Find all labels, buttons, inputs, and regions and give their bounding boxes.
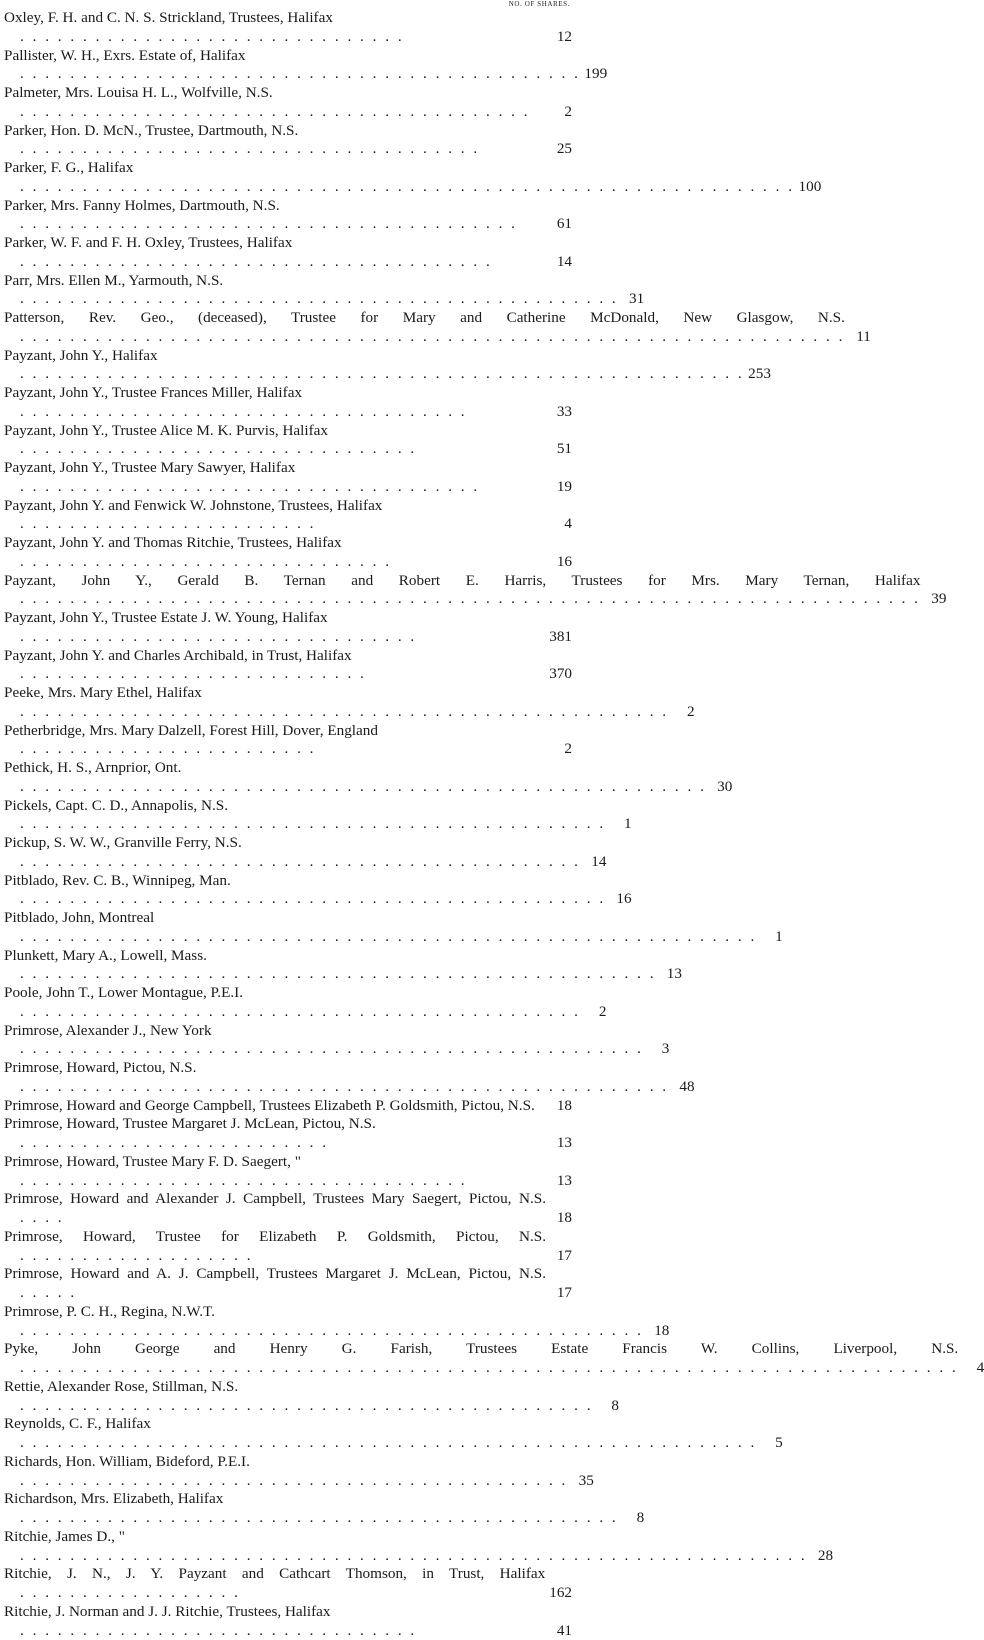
shareholder-name: [4, 122, 546, 160]
share-count: 1: [606, 815, 632, 834]
shareholder-name-text: Parker, F. G., Halifax: [4, 159, 133, 176]
share-count: 8: [593, 1397, 619, 1416]
dot-leader: . . . . . . . . . . . . . . . . . . . . . . . . . . . . . . . . . . . . . .: [20, 253, 492, 270]
shareholder-entry: [4, 1265, 572, 1303]
shareholder-entry: [4, 722, 572, 760]
dot-leader: . . . . . . . . . . . . . . . . . . . . . . . . . . . . . . . . . . . . . . . . .: [20, 103, 530, 120]
share-count: 100: [795, 178, 822, 197]
shareholder-name-text: Payzant, John Y., Halifax: [4, 347, 158, 364]
share-count: 30: [706, 778, 732, 797]
shareholder-name: [4, 1059, 669, 1097]
shareholder-name-text: Ritchie, J. N., J. Y. Payzant and Cathcart Thomson, in Trust, Halifax: [4, 1565, 545, 1582]
share-count: 370: [545, 665, 572, 684]
dot-leader: . . . . . . . . . . . . . . . . . . . . . . . . . . . . . . . . . . . . . . . . . . . . . . . . . . . . . . .: [20, 778, 706, 795]
dot-leader: . . . . . . . . . . . . . . . . . . . . . . . . . . . . . . . . . . . . . . . . . . . . .: [20, 853, 580, 870]
shareholder-name-text: Primrose, Howard and A. J. Campbell, Trustees Margaret J. McLean, Pictou, N.S.: [4, 1265, 546, 1282]
dot-leader: . . . . . . . . . . . . . . . . . . . . . . . . . . . . . . . . . . . . . . . . . . . . . . . . . .: [20, 1040, 643, 1057]
shareholder-entry: [4, 647, 572, 685]
shareholder-entry: [4, 422, 572, 460]
shareholder-name-text: Plunkett, Mary A., Lowell, Mass.: [4, 947, 207, 964]
shareholder-name: [4, 1303, 643, 1341]
shareholder-entry: [4, 1340, 572, 1378]
share-count: 14: [580, 853, 606, 872]
dot-leader: . . . . . . . . . . . . . . . . . . . . . . . . . . . . . . . . . . . . . . . . . . . . . . . . . . . .: [20, 1078, 669, 1095]
dot-leader: . . . . . . . . . . . . . . . . . . . . . . . . . . . . . . . . . . . . . . . . . . . . . . . . . . . . . . . . . . . . . . . . . . . . . . . .: [20, 590, 920, 607]
shareholder-entry: [4, 759, 572, 797]
dot-leader: . . . . . . . . . . . . . . . . . . . . . . . . . . . . . . . . . . . . . . . . . . . . .: [20, 65, 580, 82]
shareholder-name-text: Pethick, H. S., Arnprior, Ont.: [4, 759, 181, 776]
dot-leader: . . . . . . . . . . . . . . . . . . . . . . . . . . . . . . . . . . . . . . . . . . . . . . . .: [20, 1509, 618, 1526]
shareholder-entry: [4, 797, 572, 835]
share-count: 199: [580, 65, 607, 84]
shareholder-entry: [4, 947, 572, 985]
shareholder-entry: [4, 572, 572, 610]
share-count: 16: [546, 553, 572, 572]
shareholder-name: [4, 722, 546, 760]
share-count: 41: [546, 1622, 572, 1640]
share-count: 14: [546, 253, 572, 272]
shareholder-name: [4, 234, 546, 272]
share-count: 162: [545, 1584, 572, 1603]
shareholder-name-text: Parker, W. F. and F. H. Oxley, Trustees, Halifax: [4, 234, 292, 251]
shareholder-entry: [4, 1303, 572, 1341]
share-count: 16: [606, 890, 632, 909]
share-count: 31: [618, 290, 644, 309]
share-count: 18: [546, 1209, 572, 1228]
shareholder-entry: [4, 834, 572, 872]
shareholder-name: [4, 572, 920, 610]
shareholder-name: [4, 872, 606, 910]
shareholder-name-text: Parker, Mrs. Fanny Holmes, Dartmouth, N.S.: [4, 197, 280, 214]
shareholder-name: [4, 1022, 643, 1060]
shareholder-name: [4, 84, 546, 122]
shareholder-name-text: Primrose, Howard, Pictou, N.S.: [4, 1059, 196, 1076]
shareholder-name-text: Pitblado, John, Montreal: [4, 909, 154, 926]
shareholder-name: [4, 459, 546, 497]
dot-leader: . . . . . . . . . . . . . . . . . . . . . . . . . . . . . . . . . . . . . . . .: [20, 215, 517, 232]
dot-leader: . . . . . . . . . . . . . . . . . . . . . . . . . . . . . . . . . . . . . . . . . . . . . .: [20, 1397, 593, 1414]
dot-leader: . . . . . . . . . . . . . . . . . . . . . . . . . . . . . . .: [20, 28, 404, 45]
dot-leader: . . . . . . . . . . . . . . . . . . . . . . . . . . . . . . . . . . . . . . . . . . . . . . .: [20, 890, 606, 907]
shareholder-name-text: Primrose, Howard, Trustee Mary F. D. Saegert, ": [4, 1153, 301, 1170]
share-count: 48: [669, 1078, 695, 1097]
shareholder-name-text: Payzant, John Y., Gerald B. Ternan and Robert E. Harris, Trustees for Mrs. Mary Ternan, Halifax: [4, 572, 920, 589]
shareholder-name: [4, 1565, 545, 1603]
shareholder-name: [4, 9, 546, 47]
shareholder-entry: [4, 347, 572, 385]
shareholder-entry: [4, 47, 572, 85]
shareholder-name-text: Payzant, John Y. and Fenwick W. Johnstone, Trustees, Halifax: [4, 497, 382, 514]
shareholder-name-text: Primrose, Howard, Trustee for Elizabeth P. Goldsmith, Pictou, N.S.: [4, 1228, 546, 1245]
share-count: 28: [807, 1547, 833, 1566]
share-count: 8: [618, 1509, 644, 1528]
share-count: 13: [656, 965, 682, 984]
shareholder-name-text: Reynolds, C. F., Halifax: [4, 1415, 151, 1432]
shareholder-name-text: Richards, Hon. William, Bideford, P.E.I.: [4, 1453, 250, 1470]
shareholder-entry: [4, 1565, 572, 1603]
share-count: 39: [920, 590, 946, 609]
share-count: 2: [546, 740, 572, 759]
shareholder-name: [4, 197, 546, 235]
dot-leader: . . . . . . . . . . . . . . . . . . . . . . . . . . . . . . . . . . . . .: [20, 140, 480, 157]
shareholder-name-text: Poole, John T., Lower Montague, P.E.I.: [4, 984, 243, 1001]
shareholder-name: [4, 647, 545, 685]
shareholder-name: [4, 159, 795, 197]
shareholder-entry: [4, 1153, 572, 1191]
dot-leader: . . . . . . . . . . . . . . . . . . . . . . . . . . . . . . . . . . . . . . . . . . . . . . . . . . . . . . . . . . .: [20, 1434, 757, 1451]
dot-leader: . . . . . . . . . . . . . . . . . . . . . . . . . . . . . . . . . . . . . . . . . . . . . . . .: [20, 290, 618, 307]
shareholder-entry: [4, 1059, 572, 1097]
share-count: 2: [546, 103, 572, 122]
dot-leader: . . . . . . . . . . . . . . . . . . . . . . . .: [20, 515, 316, 532]
shareholder-name: [4, 909, 757, 947]
share-count: 11: [845, 328, 871, 347]
dot-leader: . . . . . . . . . . . . . . . . . . . . . . . . . . . . . . . . . . . .: [20, 403, 467, 420]
shareholder-name-text: Pickels, Capt. C. D., Annapolis, N.S.: [4, 797, 228, 814]
shareholder-name-text: Patterson, Rev. Geo., (deceased), Trustee for Mary and Catherine McDonald, New Glasgow, N.S.: [4, 309, 845, 326]
shareholder-entry: [4, 684, 572, 722]
shareholder-name-text: Payzant, John Y., Trustee Alice M. K. Purvis, Halifax: [4, 422, 328, 439]
shareholder-name-text: Parr, Mrs. Ellen M., Yarmouth, N.S.: [4, 272, 223, 289]
dot-leader: . . . . .: [20, 1284, 77, 1301]
shareholder-name: [4, 759, 706, 797]
shareholder-entry: [4, 9, 572, 47]
share-count: 13: [546, 1134, 572, 1153]
share-count: 381: [545, 628, 572, 647]
shareholder-entry: [4, 609, 572, 647]
share-count: 19: [546, 478, 572, 497]
shareholder-list: [4, 9, 572, 1640]
share-count: 25: [546, 140, 572, 159]
shareholder-name: [4, 834, 580, 872]
share-count: 3: [643, 1040, 669, 1059]
shareholder-name: [4, 1153, 546, 1191]
share-count: 5: [757, 1434, 783, 1453]
shareholder-name: [4, 1528, 807, 1566]
share-count: 253: [744, 365, 771, 384]
shareholder-name: [4, 1228, 546, 1266]
shareholder-entry: [4, 234, 572, 272]
shareholder-name-text: Primrose, Alexander J., New York: [4, 1022, 212, 1039]
shareholder-entry: [4, 872, 572, 910]
dot-leader: . . . . . . . . . . . . . . . . . . . . . . . . . . . . . . . . . . . . . . . . . . . . . . . . . . . . . . . . . . . . . . . . . . . . . . . . . . .: [20, 1359, 958, 1376]
shareholder-name-text: Primrose, Howard and George Campbell, Trustees Elizabeth P. Goldsmith, Pictou, N.S.: [4, 1097, 535, 1114]
dot-leader: . . . . . . . . . . . . . . . . . . . . . . . . . . . . . . . . . . . . . . . . . . . . . . . . . . . . . . . . . . . . . . .: [20, 1547, 807, 1564]
shareholder-name: [4, 534, 546, 572]
dot-leader: . . . . . . . . . . . . . . . . . . . . . . . . . . . . . . . . . . . . .: [20, 478, 480, 495]
share-count: 35: [568, 1472, 594, 1491]
dot-leader: . . . . . . . . . . . . . . . . . . . . . . . . . . . . . .: [20, 553, 392, 570]
shareholder-name-text: Peeke, Mrs. Mary Ethel, Halifax: [4, 684, 202, 701]
shareholder-name: [4, 497, 546, 535]
dot-leader: . . . . . . . . . . . . . . . . . . . . . . . . . . . . . . . . . . . . . . . . . . . . . . . . . . . . . . . . . . . . . .: [20, 178, 795, 195]
shareholder-name-text: Payzant, John Y., Trustee Frances Miller, Halifax: [4, 384, 302, 401]
shareholder-name-text: Pickup, S. W. W., Granville Ferry, N.S.: [4, 834, 242, 851]
share-count: 18: [546, 1097, 572, 1116]
share-count: 1: [757, 928, 783, 947]
shareholder-entry: [4, 1378, 572, 1416]
shareholder-name-text: Payzant, John Y. and Thomas Ritchie, Trustees, Halifax: [4, 534, 342, 551]
shareholder-name-text: Pallister, W. H., Exrs. Estate of, Halifax: [4, 47, 246, 64]
share-count: 2: [580, 1003, 606, 1022]
dot-leader: . . . . . . . . . . . . . . . . . . . . . . . . . . . . . . . . . . . . . . . . . . . . .: [20, 1003, 580, 1020]
shareholder-entry: [4, 497, 572, 535]
shareholder-name-text: Primrose, Howard, Trustee Margaret J. McLean, Pictou, N.S.: [4, 1115, 376, 1132]
shareholder-name-text: Palmeter, Mrs. Louisa H. L., Wolfville, N.S.: [4, 84, 273, 101]
shareholder-name: [4, 609, 545, 647]
shareholder-name: [4, 384, 546, 422]
shareholder-name-text: Ritchie, James D., ": [4, 1528, 125, 1545]
shareholder-name-text: Payzant, John Y. and Charles Archibald, in Trust, Halifax: [4, 647, 352, 664]
dot-leader: . . . . . . . . . . . . . . . . . . . . . . . . . . . . . . . . . . . . . . . . . . . . . . . . . . . . . . . . . .: [20, 365, 744, 382]
share-count: 61: [546, 215, 572, 234]
shareholder-name-text: Ritchie, J. Norman and J. J. Ritchie, Trustees, Halifax: [4, 1603, 331, 1620]
shareholder-name: [4, 684, 669, 722]
shareholder-name: [4, 1265, 546, 1303]
shareholder-entry: [4, 272, 572, 310]
shareholder-entry: [4, 984, 572, 1022]
shareholder-entry: [4, 459, 572, 497]
share-count: 51: [546, 440, 572, 459]
dot-leader: . . . . . . . . . . . . . . . . . . . . . . . . .: [20, 1134, 329, 1151]
dot-leader: . . . . . . . . . . . . . . . . . . . . . . . . . . . . . . . .: [20, 628, 417, 645]
shareholder-name: [4, 1190, 546, 1228]
dot-leader: . . . . . . . . . . . . . . . . . . . . . . . . . . . . . . . . . . . .: [20, 1172, 467, 1189]
dot-leader: . . . . . . . . . . . . . . . . . .: [20, 1584, 240, 1601]
shareholder-entry: [4, 1228, 572, 1266]
shareholder-entry: [4, 1490, 572, 1528]
shareholder-name: [4, 1415, 757, 1453]
dot-leader: . . . . . . . . . . . . . . . . . . .: [20, 1247, 253, 1264]
shareholder-name: [4, 1378, 593, 1416]
shareholder-entry: [4, 1097, 572, 1116]
shareholder-entry: [4, 384, 572, 422]
share-count: 33: [546, 403, 572, 422]
shareholder-name: [4, 47, 580, 85]
share-count: 17: [546, 1247, 572, 1266]
shareholder-name-text: Payzant, John Y., Trustee Mary Sawyer, Halifax: [4, 459, 295, 476]
dot-leader: . . . . . . . . . . . . . . . . . . . . . . . . . . . .: [20, 665, 366, 682]
shareholder-name: [4, 272, 618, 310]
shareholder-name-text: Pyke, John George and Henry G. Farish, Trustees Estate Francis W. Collins, Liverpool, N.S.: [4, 1340, 958, 1357]
shareholder-name: [4, 1340, 958, 1378]
dot-leader: . . . . . . . . . . . . . . . . . . . . . . . . . . . . . . . . . . . . . . . . . . . . . . . . . . . . . . . . . . .: [20, 928, 757, 945]
dot-leader: . . . . . . . . . . . . . . . . . . . . . . . . . . . . . . . . . . . . . . . . . . . . . . .: [20, 815, 606, 832]
shareholder-name: [4, 309, 845, 347]
dot-leader: . . . . . . . . . . . . . . . . . . . . . . . . . . . . . . . . . . . . . . . . . . . . . . . . . . .: [20, 965, 656, 982]
shareholder-entry: [4, 534, 572, 572]
share-count: 18: [643, 1322, 669, 1341]
shareholder-name: [4, 1603, 546, 1640]
shareholder-name-text: Oxley, F. H. and C. N. S. Strickland, Trustees, Halifax: [4, 9, 333, 26]
shareholder-list-page: [0, 0, 580, 969]
share-count: 13: [546, 1172, 572, 1191]
shareholder-name-text: Petherbridge, Mrs. Mary Dalzell, Forest Hill, Dover, England: [4, 722, 378, 739]
shareholder-name-text: Primrose, Howard and Alexander J. Campbell, Trustees Mary Saegert, Pictou, N.S.: [4, 1190, 546, 1207]
shareholder-name-text: Primrose, P. C. H., Regina, N.W.T.: [4, 1303, 215, 1320]
share-count: 12: [546, 28, 572, 47]
shareholder-name-text: Pitblado, Rev. C. B., Winnipeg, Man.: [4, 872, 231, 889]
shares-column-header: NO. OF SHARES.: [4, 0, 572, 9]
shareholder-name: [4, 1097, 546, 1116]
dot-leader: . . . . . . . . . . . . . . . . . . . . . . . . . . . . . . . .: [20, 440, 417, 457]
shareholder-entry: [4, 1190, 572, 1228]
shareholder-entry: [4, 309, 572, 347]
share-count: 2: [669, 703, 695, 722]
shareholder-entry: [4, 159, 572, 197]
dot-leader: . . . . . . . . . . . . . . . . . . . . . . . . . . . . . . . . . . . . . . . . . . . .: [20, 1472, 568, 1489]
shareholder-name: [4, 984, 580, 1022]
dot-leader: . . . . . . . . . . . . . . . . . . . . . . . . . . . . . . . . . . . . . . . . . . . . . . . . . . . .: [20, 703, 669, 720]
shareholder-name: [4, 797, 606, 835]
shareholder-name-text: Richardson, Mrs. Elizabeth, Halifax: [4, 1490, 223, 1507]
shareholder-entry: [4, 122, 572, 160]
shareholder-name-text: Parker, Hon. D. McN., Trustee, Dartmouth, N.S.: [4, 122, 298, 139]
shareholder-entry: [4, 1415, 572, 1453]
shareholder-entry: [4, 197, 572, 235]
shareholder-entry: [4, 84, 572, 122]
shareholder-entry: [4, 1453, 572, 1491]
shareholder-entry: [4, 1115, 572, 1153]
shareholder-name: [4, 1490, 618, 1528]
shareholder-name: [4, 347, 744, 385]
shareholder-name: [4, 422, 546, 460]
shareholder-name: [4, 1115, 546, 1153]
share-count: 4: [958, 1359, 984, 1378]
shareholder-name-text: Rettie, Alexander Rose, Stillman, N.S.: [4, 1378, 238, 1395]
shareholder-entry: [4, 1603, 572, 1640]
dot-leader: . . . .: [20, 1209, 64, 1226]
shareholder-entry: [4, 909, 572, 947]
shareholder-entry: [4, 1528, 572, 1566]
dot-leader: . . . . . . . . . . . . . . . . . . . . . . . .: [20, 740, 316, 757]
share-count: 4: [546, 515, 572, 534]
dot-leader: . . . . . . . . . . . . . . . . . . . . . . . . . . . . . . . . . . . . . . . . . . . . . . . . . .: [20, 1322, 643, 1339]
shareholder-entry: [4, 1022, 572, 1060]
shareholder-name: [4, 1453, 568, 1491]
share-count: 17: [546, 1284, 572, 1303]
shareholder-name-text: Payzant, John Y., Trustee Estate J. W. Young, Halifax: [4, 609, 328, 626]
dot-leader: . . . . . . . . . . . . . . . . . . . . . . . . . . . . . . . . . . . . . . . . . . . . . . . . . . . . . . . . . . . . . . . . . .: [20, 328, 845, 345]
dot-leader: . . . . . . . . . . . . . . . . . . . . . . . . . . . . . . . .: [20, 1622, 417, 1639]
shareholder-name: [4, 947, 656, 985]
